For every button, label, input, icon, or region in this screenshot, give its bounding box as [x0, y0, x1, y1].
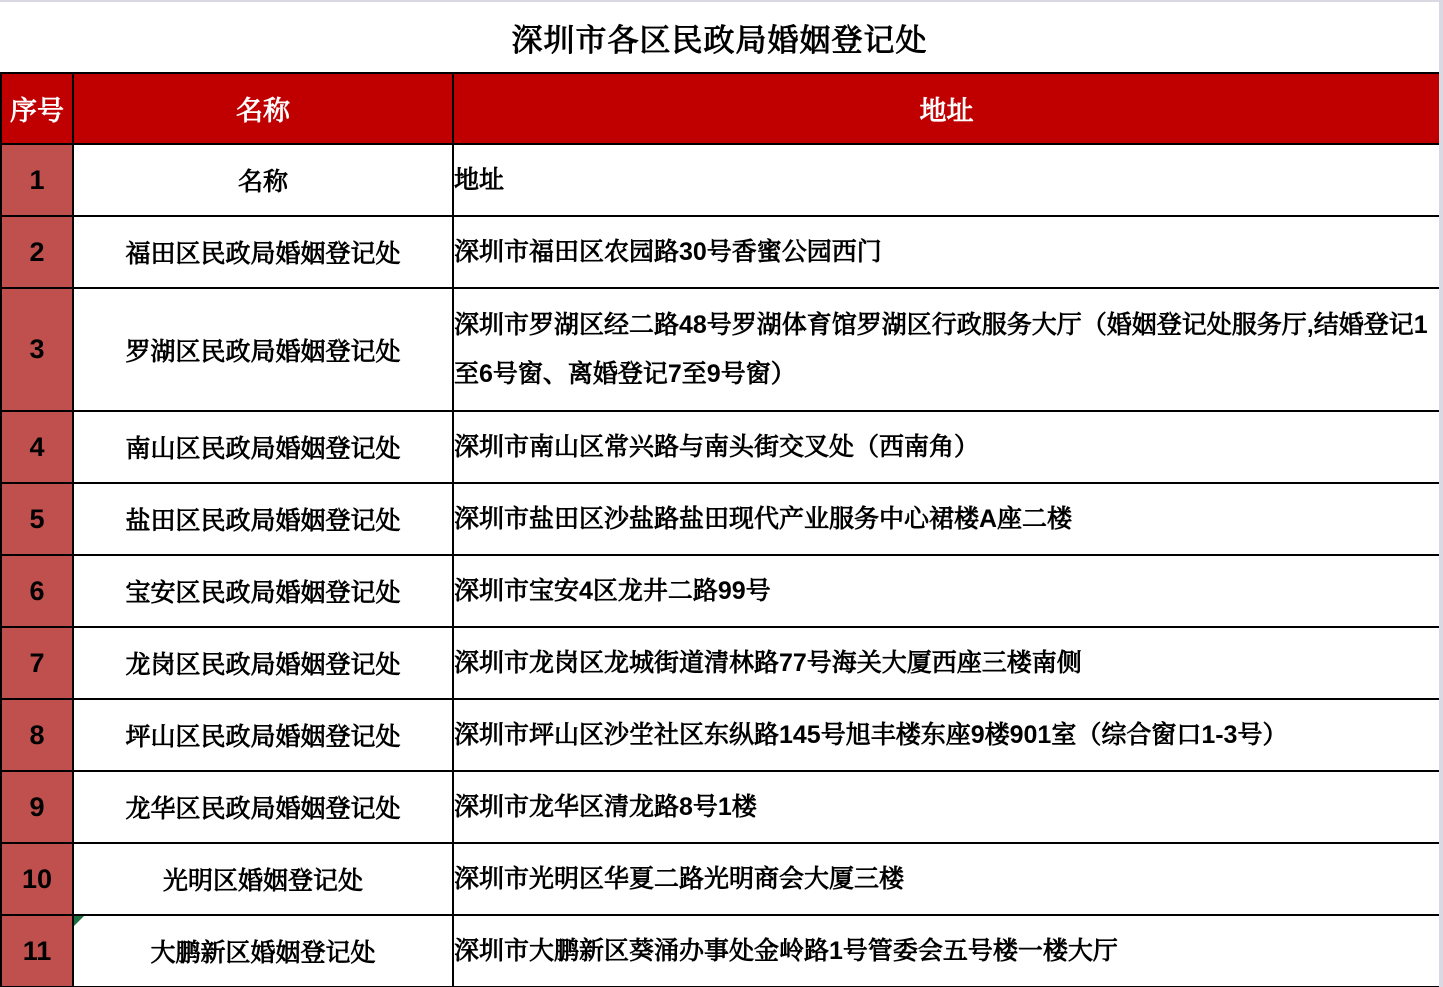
name-cell: 盐田区民政局婚姻登记处 [73, 483, 453, 555]
table-row [1, 915, 1440, 987]
address-cell: 深圳市罗湖区经二路48号罗湖体育馆罗湖区行政服务大厅（婚姻登记处服务厅,结婚登记1至6号窗、离婚登记7至9号窗） [453, 288, 1440, 411]
address-cell: 深圳市坪山区沙坣社区东纵路145号旭丰楼东座9楼901室（综合窗口1-3号） [453, 699, 1440, 771]
name-cell-text: 大鹏新区婚姻登记处 [150, 939, 376, 967]
title-bar [0, 2, 1439, 72]
cell-comment-marker-icon [74, 916, 84, 926]
address-cell: 深圳市南山区常兴路与南头街交叉处（西南角） [453, 411, 1440, 483]
table-row [1, 144, 1440, 216]
name-cell: 名称 [73, 144, 453, 216]
address-cell: 深圳市大鹏新区葵涌办事处金岭路1号管委会五号楼一楼大厅 [453, 915, 1440, 987]
address-cell: 地址 [453, 144, 1440, 216]
address-cell: 深圳市宝安4区龙井二路99号 [453, 555, 1440, 627]
name-cell: 宝安区民政局婚姻登记处 [73, 555, 453, 627]
column-header-address: 地址 [453, 73, 1440, 144]
row-index-cell: 4 [1, 411, 73, 483]
row-index-cell: 1 [1, 144, 73, 216]
address-cell: 深圳市龙华区清龙路8号1楼 [453, 771, 1440, 843]
name-cell [73, 915, 453, 987]
name-cell: 龙华区民政局婚姻登记处 [73, 771, 453, 843]
name-cell: 光明区婚姻登记处 [73, 843, 453, 915]
table-row [1, 216, 1440, 288]
row-index-cell: 6 [1, 555, 73, 627]
row-index-cell: 9 [1, 771, 73, 843]
name-cell: 福田区民政局婚姻登记处 [73, 216, 453, 288]
table-row [1, 627, 1440, 699]
address-cell: 深圳市盐田区沙盐路盐田现代产业服务中心裙楼A座二楼 [453, 483, 1440, 555]
registration-offices-table [0, 72, 1441, 987]
row-index-cell: 10 [1, 843, 73, 915]
row-index-cell: 3 [1, 288, 73, 411]
table-header-row [1, 73, 1440, 144]
name-cell: 坪山区民政局婚姻登记处 [73, 699, 453, 771]
table-row [1, 411, 1440, 483]
row-index-cell: 7 [1, 627, 73, 699]
page-title: 深圳市各区民政局婚姻登记处 [511, 22, 928, 58]
row-index-cell: 11 [1, 915, 73, 987]
table-row [1, 555, 1440, 627]
table-row [1, 483, 1440, 555]
table-row [1, 699, 1440, 771]
name-cell: 龙岗区民政局婚姻登记处 [73, 627, 453, 699]
table-row [1, 288, 1440, 411]
column-header-no: 序号 [1, 73, 73, 144]
address-cell: 深圳市龙岗区龙城街道清林路77号海关大厦西座三楼南侧 [453, 627, 1440, 699]
row-index-cell: 8 [1, 699, 73, 771]
table-row [1, 843, 1440, 915]
name-cell: 南山区民政局婚姻登记处 [73, 411, 453, 483]
row-index-cell: 2 [1, 216, 73, 288]
row-index-cell: 5 [1, 483, 73, 555]
name-cell: 罗湖区民政局婚姻登记处 [73, 288, 453, 411]
table-row [1, 771, 1440, 843]
address-cell: 深圳市福田区农园路30号香蜜公园西门 [453, 216, 1440, 288]
column-header-name: 名称 [73, 73, 453, 144]
address-cell: 深圳市光明区华夏二路光明商会大厦三楼 [453, 843, 1440, 915]
